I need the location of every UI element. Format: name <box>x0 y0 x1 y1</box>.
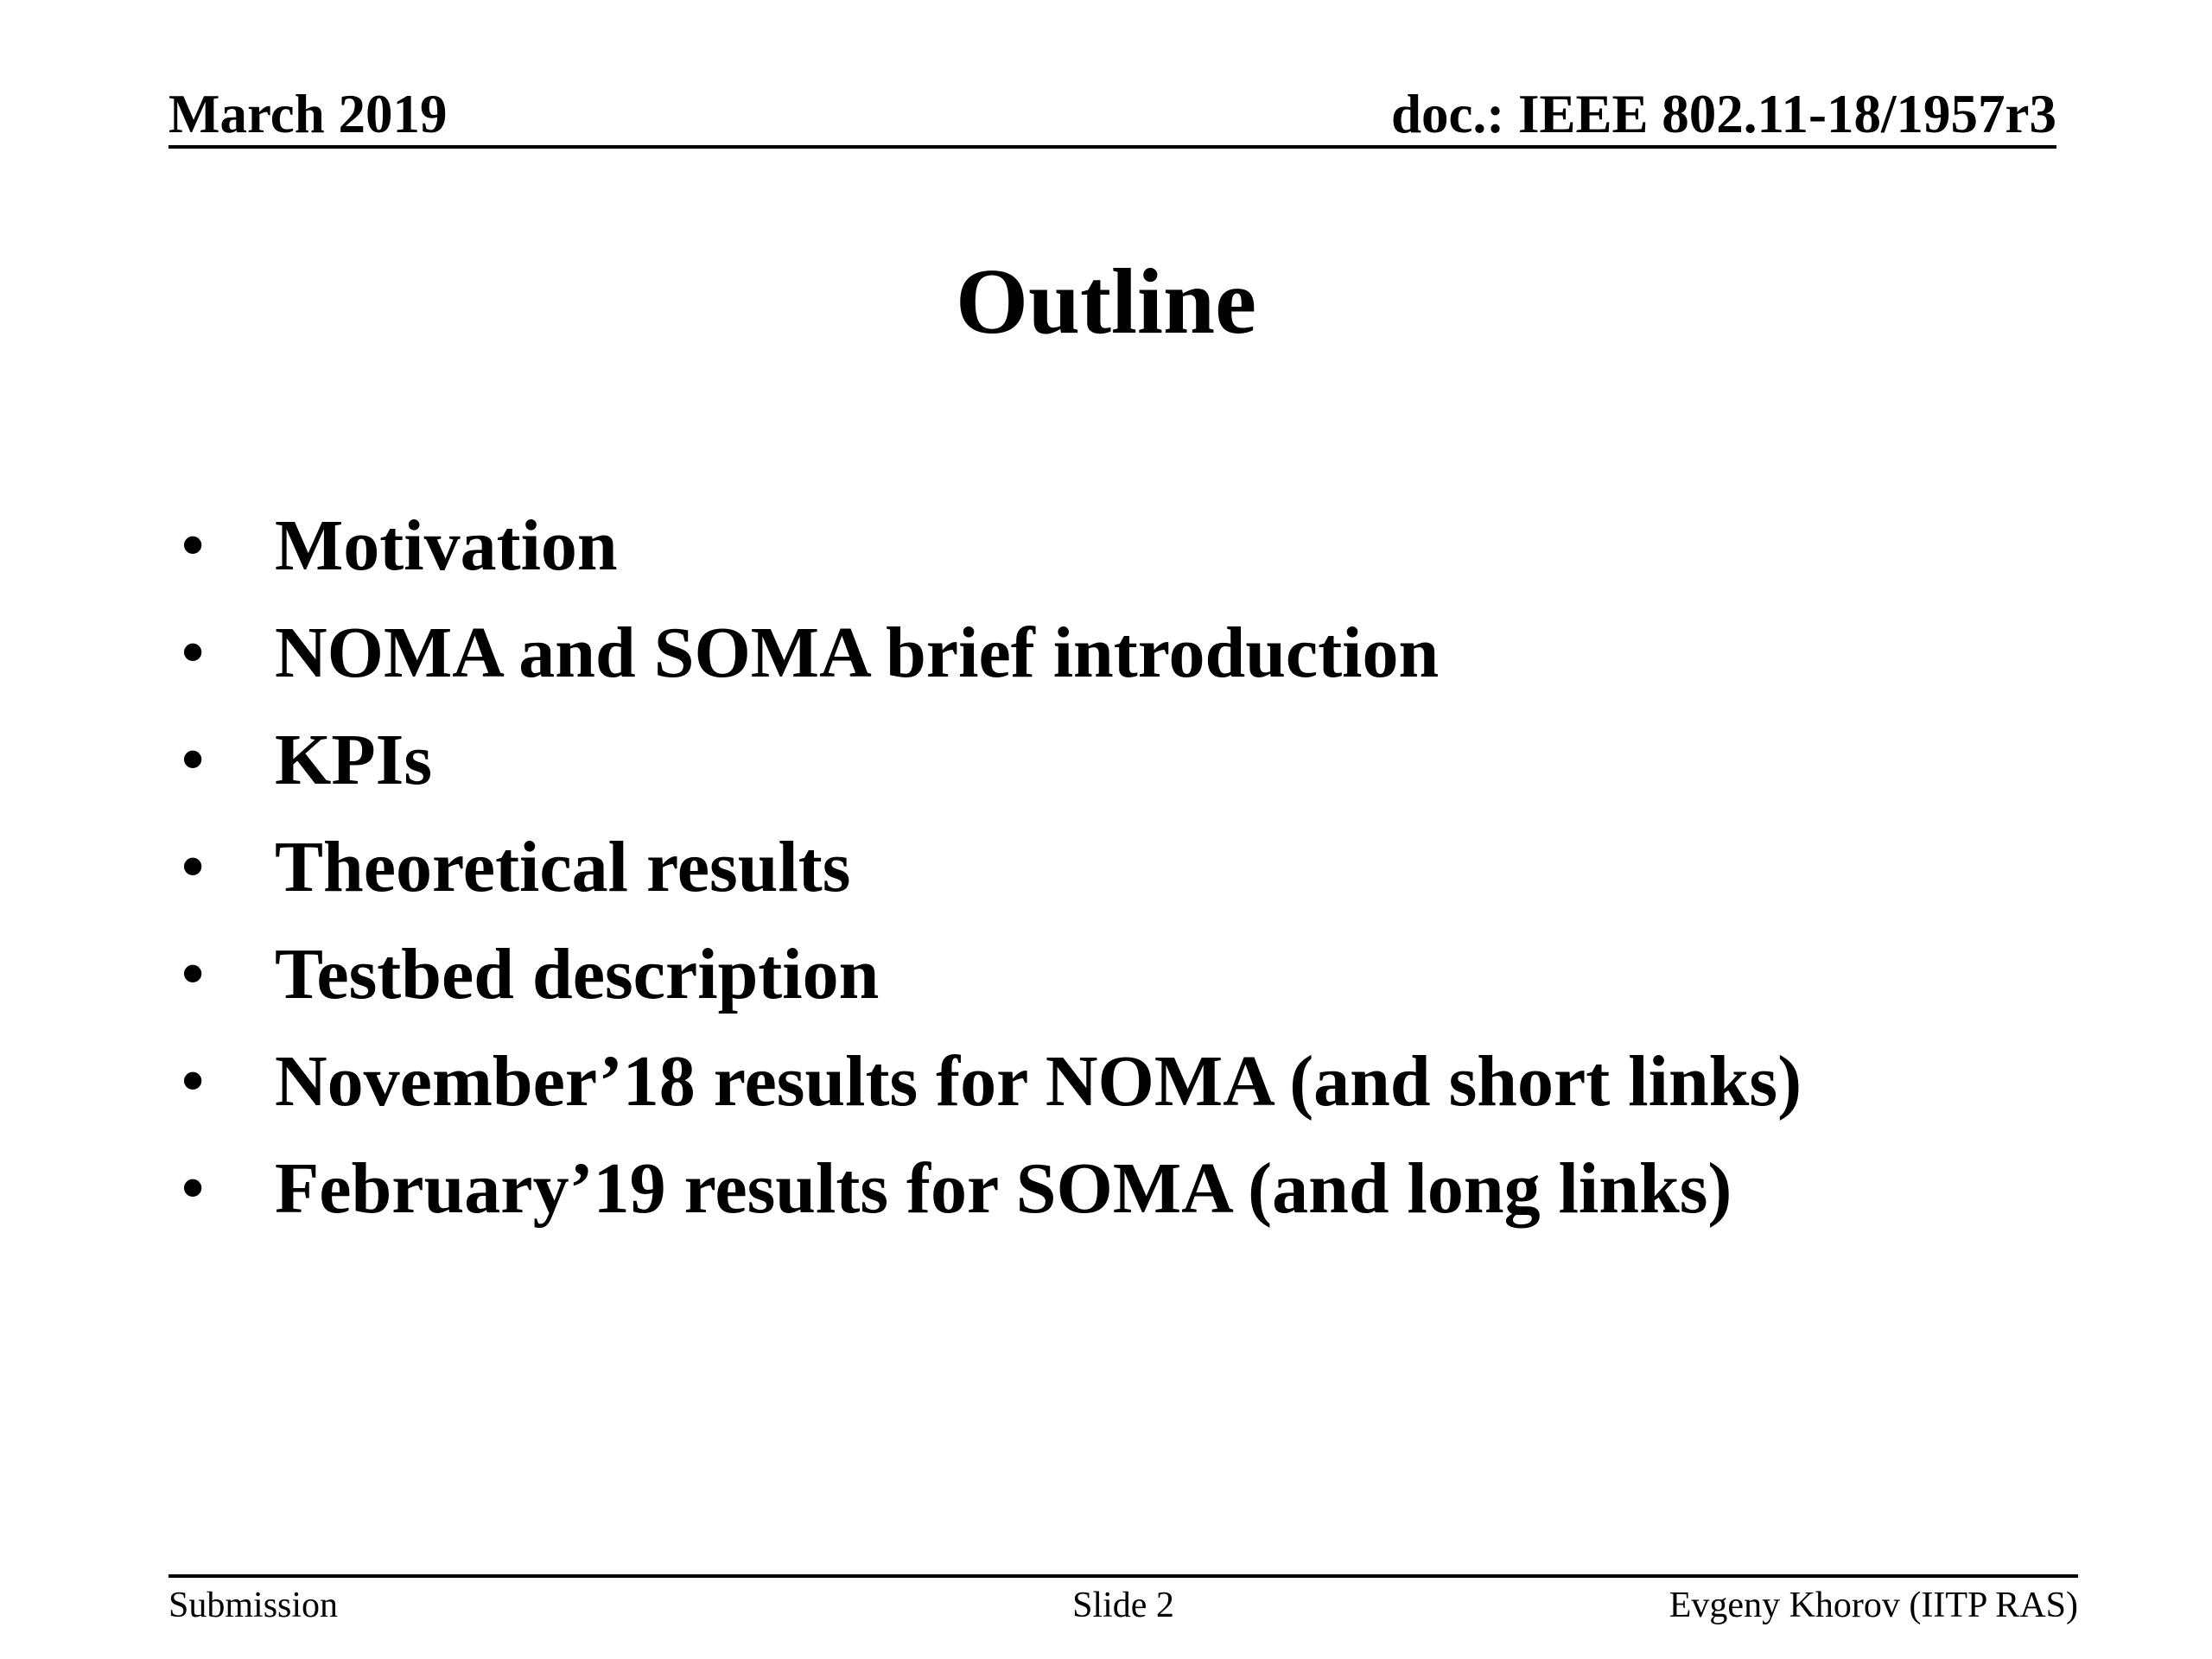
bullet-text: Theoretical results <box>275 827 851 907</box>
bullet-text: NOMA and SOMA brief introduction <box>275 613 1440 693</box>
bullet-glyph: • <box>181 724 205 796</box>
bullet-glyph: • <box>181 510 205 582</box>
bullet-text: February’19 results for SOMA (and long links) <box>275 1148 1732 1229</box>
bullet-item <box>181 921 2082 1028</box>
header-document-id: doc.: IEEE 802.11-18/1957r3 <box>1390 84 2056 144</box>
bullet-text: November’18 results for NOMA (and short links) <box>275 1041 1802 1122</box>
bullet-text: KPIs <box>275 720 433 800</box>
footer-author: Evgeny Khorov (IITP RAS) <box>1669 1586 2078 1625</box>
bullet-item <box>181 1028 2082 1135</box>
bullet-item <box>181 814 2082 921</box>
footer-slide-number: Slide 2 <box>1072 1586 1174 1625</box>
bullet-text: Testbed description <box>275 934 880 1014</box>
bullet-list <box>181 493 2082 1243</box>
slide-footer <box>168 1580 2078 1631</box>
bullet-item <box>181 707 2082 814</box>
header-date: March 2019 <box>168 84 448 144</box>
footer-divider <box>168 1574 2078 1578</box>
bullet-item <box>181 600 2082 707</box>
bullet-text: Motivation <box>275 505 618 586</box>
header-divider <box>168 145 2056 149</box>
slide-title: Outline <box>955 251 1257 353</box>
bullet-item <box>181 493 2082 600</box>
bullet-item <box>181 1135 2082 1243</box>
footer-submission: Submission <box>168 1586 339 1625</box>
bullet-glyph: • <box>181 831 205 903</box>
bullet-glyph: • <box>181 1153 205 1224</box>
bullet-glyph: • <box>181 938 205 1010</box>
bullet-glyph: • <box>181 1046 205 1117</box>
bullet-glyph: • <box>181 617 205 689</box>
slide-header <box>168 82 2056 147</box>
